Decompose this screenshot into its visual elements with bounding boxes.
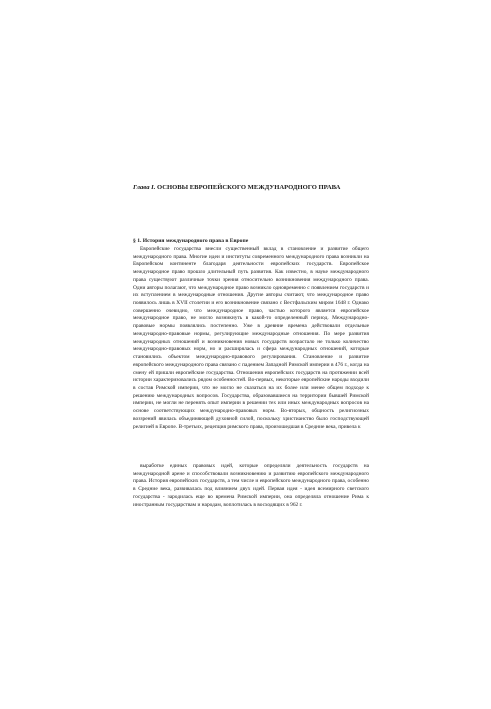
section-title: § 1. История международного права в Европе: [133, 238, 249, 244]
body-paragraph-1: Европейские государства внесли существенный вклад в становление и развитие общего международного права. Многие идеи и институты современного международного права возникли на Европейском континенте благодаря деятельности европейских государств. Европейское международное право прошло длительный путь развития. Как известно, в науке международного права существуют различные точки зрения относительно возникновения международного права. Одни авторы полагают, что международное право возникло одновременно с появлением государств и их вступлением в международные отношения. Другие авторы считают, что международное право появилось лишь в XVII столетии и его возникновение связано с Вестфальским миром 1648 г. Однако совершенно очевидно, что международное право, частью которого является европейское международное право, не могло возникнуть в какой-то определенный период. Международно-правовые нормы появлялись постепенно. Уже в древние времена действовали отдельные международно-правовые нормы, регулирующие международные отношения. По мере развития международных отношений и возникновения новых государств возрастало не только количество международно-правовых норм, но и расширялась и сфера международных отношений, которые становились объектом международно-правового регулирования. Становление и развитие европейского международного права связано с падением Западной Римской империи в 476 г., когда на смену ей пришли европейские государства. Отношения европейских государств на протяжении всей истории характеризовались рядом особенностей. Во-первых, некоторые европейские народы входили в состав Римской империи, что не могло не сказаться на их более или менее общем подходе к решению международных вопросов. Государства, образовавшиеся на территории бывшей Римской империи, не могли не перенять опыт империи в решении тех или иных международных вопросов на основе соответствующих международно-правовых норм. Во-вторых, общность религиозных воззрений явилась объединяющей духовной силой, поскольку христианство было господствующей религией в Европе. В-третьих, рецепция римского права, произошедшая в Средние века, привела к: [133, 246, 369, 430]
chapter-label: Глава I.: [133, 184, 156, 191]
body-paragraph-2: выработке единых правовых идей, которые определяли деятельность государств на международной арене и способствовали возникновению и развитию европейского международного права. История европейских государств, а тем числе и европейского международного права, особенно в Средние века, развивалась под влиянием двух идей. Первая идея - идея всемирного светского государства - зародилась еще во времена Римской империи, она определяла отношение Рима к иностранным государствам и народам, воплотилась в восходящих в 962 г.: [133, 463, 369, 508]
chapter-heading: [133, 184, 453, 192]
chapter-title: ОСНОВЫ ЕВРОПЕЙСКОГО МЕЖДУНАРОДНОГО ПРАВА: [155, 184, 341, 191]
